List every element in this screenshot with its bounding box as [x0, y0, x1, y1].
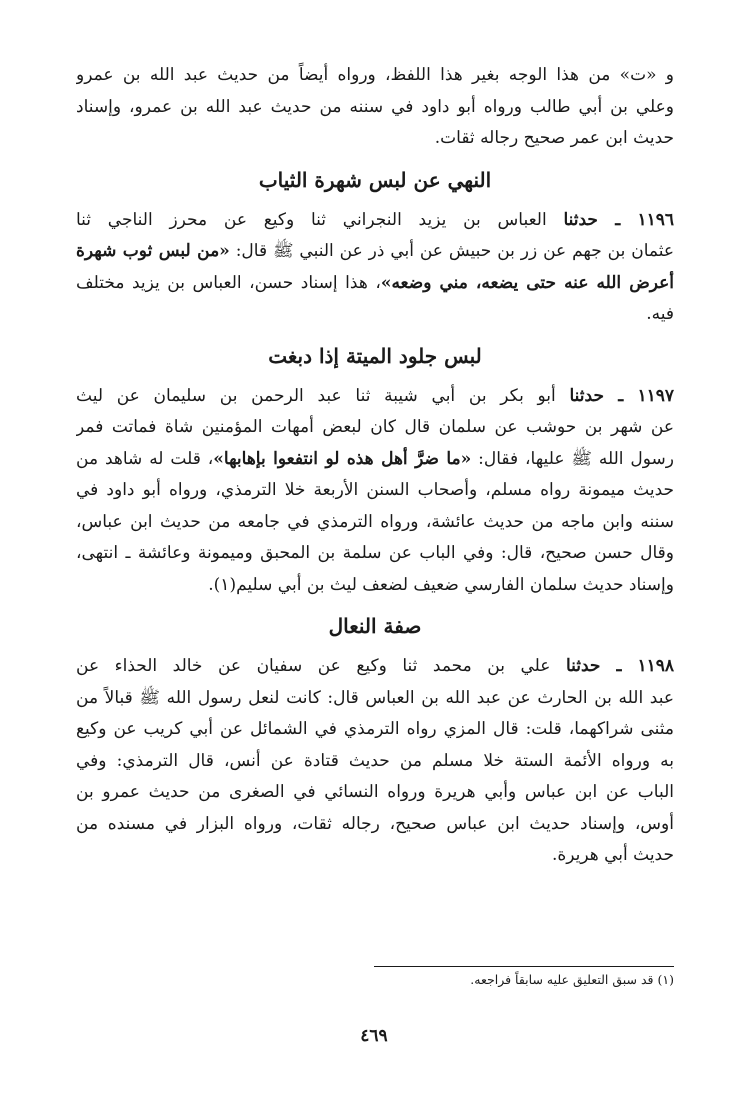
- hadith-text: أبو بكر بن أبي شيبة ثنا عبد الرحمن بن سليمان عن ليث: [76, 385, 570, 406]
- hadith-text: العباس بن يزيد النجراني ثنا وكيع عن محرز الناجي ثنا: [76, 209, 564, 230]
- hadith-paragraph: [76, 205, 674, 331]
- section-heading: النهي عن لبس شهرة الثياب: [258, 167, 492, 192]
- text-line: وعلي بن أبي طالب ورواه أبو داود في سننه من حديث عبد الله بن عمرو، وإسناد: [76, 96, 674, 117]
- hadith-number: ١١٩٨ ـ حدثنا: [565, 656, 674, 676]
- text-line: حديث ابن عمر صحيح رجاله ثقات.: [434, 128, 674, 148]
- hadith-paragraph: [76, 651, 674, 872]
- hadith-text: ، قلت له شاهد من: [76, 448, 214, 469]
- text-line: وقال حسن صحيح، قال: وفي الباب عن سلمة بن المحبق وميمونة وعائشة ـ انتهى،: [76, 543, 674, 563]
- footnote: (١) قد سبق التعليق عليه سابقاً فراجعه.: [470, 972, 674, 987]
- text-line: الباب عن ابن عباس وأبي هريرة ورواه النسائي في الصغرى من حديث عمرو بن: [76, 782, 674, 802]
- text-line: سننه وابن ماجه من حديث عائشة، ورواه الترمذي في جامعه من حديث ابن عباس،: [76, 511, 674, 532]
- text-line: حديث أبي هريرة.: [551, 845, 674, 865]
- hadith-text: رسول الله ﷺ عليها، فقال:: [471, 448, 674, 469]
- text-line: [76, 444, 674, 476]
- hadith-number: ١١٩٦ ـ حدثنا: [563, 209, 674, 230]
- text-line: به ورواه الأئمة الستة خلا مسلم من حديث قتادة عن أنس، قال الترمذي: وفي: [76, 750, 674, 771]
- text-line: [76, 236, 674, 268]
- page-body: [76, 60, 674, 872]
- text-line: [76, 205, 674, 237]
- hadith-text: عثمان بن جهم عن زر بن حبيش عن أبي ذر عن النبي ﷺ قال:: [229, 241, 674, 261]
- hadith-paragraph: [76, 381, 674, 602]
- text-line: حديث ميمونة رواه مسلم، وأصحاب السنن الأربعة خلا الترمذي، ورواه أبو داود في: [76, 480, 674, 500]
- section-heading: صفة النعال: [328, 614, 422, 638]
- section-heading: لبس جلود الميتة إذا دبغت: [268, 343, 482, 368]
- hadith-text: ، هذا إسناد حسن، العباس بن يزيد مختلف: [76, 272, 381, 293]
- text-line: [76, 651, 674, 683]
- text-line: أوس، وإسناد حديث ابن عباس صحيح، رجاله ثقات، ورواه البزار في مسنده من: [76, 813, 674, 834]
- hadith-quote: أعرض الله عنه حتى يضعه، مني وضعه»: [380, 272, 674, 293]
- page-number: ٤٦٩: [360, 1026, 388, 1046]
- text-line: فيه.: [646, 304, 674, 324]
- footnote-separator: [374, 966, 674, 967]
- text-line: و «ت» من هذا الوجه بغير هذا اللفظ، ورواه أيضاً من حديث عبد الله بن عمرو: [76, 65, 674, 85]
- text-line: وإسناد حديث سلمان الفارسي ضعيف لضعف ليث بن أبي سليم(١).: [208, 574, 674, 595]
- hadith-text: علي بن محمد ثنا وكيع عن سفيان عن خالد الحذاء عن: [76, 656, 566, 676]
- hadith-quote: «من لبس ثوب شهرة: [76, 241, 230, 261]
- text-line: مثنى شراكهما، قلت: قال المزي رواه الترمذي في الشمائل عن أبي كريب عن وكيع: [76, 719, 674, 739]
- text-line: [76, 381, 674, 413]
- text-line: عن شهر بن حوشب عن سلمان قال كان لبعض أمهات المؤمنين شاة فماتت فمر: [76, 417, 674, 437]
- text-line: [76, 268, 674, 300]
- hadith-quote: «ما ضرَّ أهل هذه لو انتفعوا بإهابها»: [213, 448, 472, 469]
- hadith-number: ١١٩٧ ـ حدثنا: [569, 385, 674, 406]
- text-line: عبد الله بن الحارث عن عبد الله بن العباس قال: كانت لنعل رسول الله ﷺ قبالاً من: [76, 687, 674, 708]
- top-paragraph: [76, 60, 674, 155]
